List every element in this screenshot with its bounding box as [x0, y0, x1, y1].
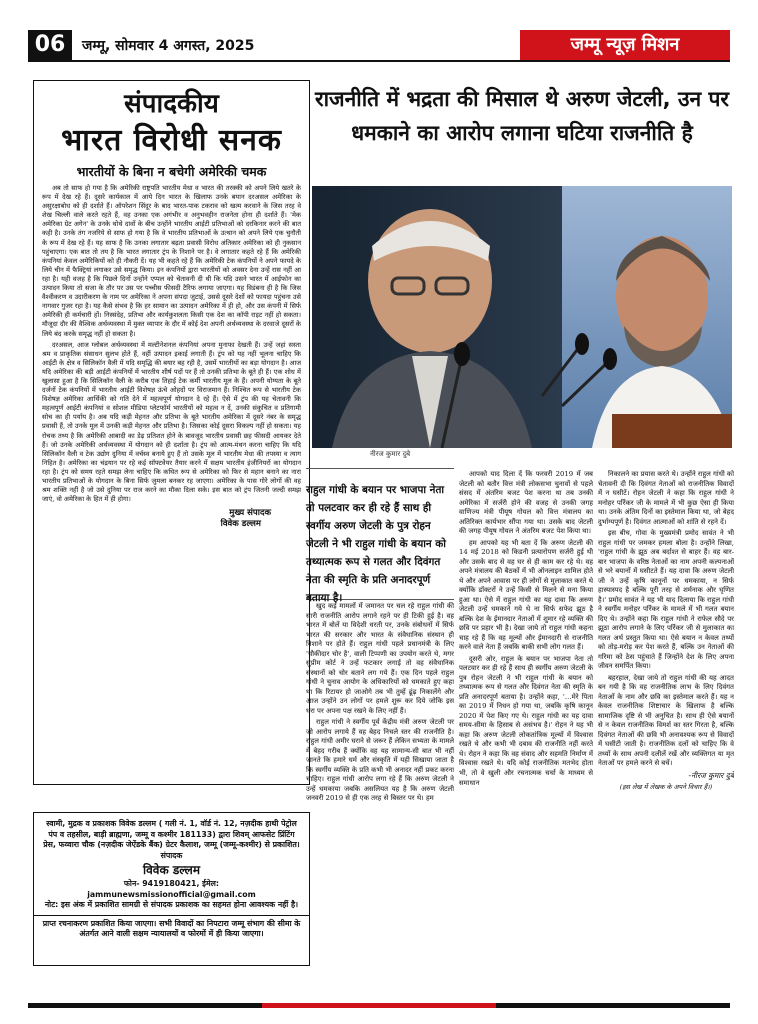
publisher-line: स्वामी, मुद्रक व प्रकाशक विवेक डल्लम ( गली नं. 1, वॉर्ड नं. 12, नज़दीक हाथी पेट्रोल पंप व तहसील, बाड़ी ब्राह्मणा, जम्मू व कश्मीर 181133) द्वारा शिवम् आफसेट प्रिंटिंग प्रेस, फव्वारा चौक (नज़दीक जेऐंडके बैंक) ग्रेटर कैलाश, जम्मू (जम्मू-कश्मीर) से प्रकाशित। — [43, 819, 300, 850]
dateline: जम्मू, सोमवार 4 अगस्त, 2025 — [82, 38, 255, 54]
article-paragraph: बहरहाल, देखा जाये तो राहुल गांधी की यह आदत बन गयी है कि वह राजनीतिक लाभ के लिए दिवंगत नेताओं के नाम और छवि का इस्तेमाल करते हैं। यह न केवल राजनीतिक शिष्टाचार के खिलाफ है बल्कि सामाजिक दृष्टि से भी अनुचित है। साथ ही ऐसे बयानों से न केवल राजनीतिक विमर्श का स्तर गिरता है, बल्कि दिवंगत नेताओं की छवि भी अनावश्यक रूप से विवादों में घसीटी जाती है। राजनीतिक दलों को चाहिए कि वे तथ्यों के साथ अपनी दलीलें रखें और व्यक्तिगत या मृत नेताओं पर हमले करने से बचें। — [598, 673, 734, 768]
article-column-1 — [306, 602, 454, 992]
disclaimer-note: नोट: इस अंक में प्रकाशित सामग्री से संपादक प्रकाशक का सहमत होना आवश्यक नहीं है। — [44, 900, 299, 910]
editorial-signature-name: विवेक डल्लम — [220, 519, 261, 530]
article-paragraph: हम आपको यह भी बता दें कि अरुण जेटली की 14 मई 2018 को किडनी प्रत्यारोपण सर्जरी हुई थी और उसके बाद से वह घर से ही काम कर रहे थे। वह अपने मंत्रालय की बैठकों में भी ऑनलाइन शामिल होते थे और अपने आवास पर ही लोगों से मुलाकात करते थे क्योंकि डॉक्टरों ने उन्हें किसी से मिलने से मना किया हुआ था। ऐसे में राहुल गांधी का यह दावा कि अरुण जेटली उन्हें धमकाने गये थे ना सिर्फ सफेद झूठ है बल्कि देश के ईमानदार नेताओं में शुमार रहे व्यक्ति की छवि पर प्रहार भी है। देखा जाये तो राहुल गांधी कहना चाह रहे हैं कि वह मूल्यों और ईमानदारी से राजनीति करने वाले नेता हैं जबकि बाकी सभी लोग गलत हैं। — [459, 538, 593, 652]
editorial-body — [42, 184, 301, 504]
editorial-subtitle: भारतीयों के बिना न बचेगी अमेरिकी चमक — [76, 164, 267, 179]
photo-illustration — [312, 186, 732, 448]
editorial-box — [33, 80, 310, 785]
bottom-color-rule — [28, 993, 730, 998]
editorial-title: भारत विरोधी सनक — [61, 123, 282, 158]
pull-quote: राहुल गांधी के बयान पर भाजपा नेता तो पलटवार कर ही रहे हैं साथ ही स्वर्गीय अरुण जेटली के पुत्र रोहन जेटली ने भी राहुल गांधी के बयान को तथ्यात्मक रूप से गलत और दिवंगत नेता की स्मृति के प्रति अनादरपूर्ण बताया है। — [306, 468, 454, 600]
article-column-3 — [598, 470, 734, 978]
article-headline: राजनीति में भद्रता की मिसाल थे अरुण जेटली, उन पर धमकाने का आरोप लगाना घटिया राजनीति है — [315, 87, 729, 145]
editorial-signature-title: मुख्य संपादक — [229, 508, 271, 519]
jurisdiction-note: प्राप्त रचनाकरण प्रकाशित किया जाएगा। सभी विवादों का निपटारा जम्मू संभाग की सीमा के अंतर्गत आने वाली सक्षम न्यायालयों व फोरमों में ही किया जाएगा। — [42, 918, 301, 939]
article-paragraph: आपको याद दिला दें कि फरवरी 2019 में जब जेटली को बतौर वित्त मंत्री लोकसभा चुनावों से पहले संसद में अंतरिम बजट पेश करना था तब उनकी अमेरिका में सर्जरी होने की वजह से उनकी जगह वाणिज्य मंत्री पीयूष गोयल को वित्त मंत्रालय का अतिरिक्त कार्यभार सौंपा गया था। उसके बाद जेटली की जगह पीयूष गोयल ने अंतरिम बजट पेश किया था। — [459, 470, 593, 536]
divider — [34, 915, 309, 916]
end-byline: -नीरज कुमार दुबे — [688, 770, 734, 780]
page-number: 06 — [28, 30, 72, 60]
editorial-paragraph: अब तो साफ हो गया है कि अमेरिकी राष्ट्रपति भारतीय मेधा व भारत की तरक्की को अपने लिये खतरे के रूप में देख रहे हैं। दूसरे कार्यकाल में आये दिन भारत के खिलाफ उनके बयान दरअसल अमेरिका के असुरक्षाबोध को ही दर्शाते हैं। ऑपरेशन सिंदूर के बाद भारत-पाक टकराव को खत्म करवाने के जिस तरह वे शेख चिल्ली वाले करते रहते हैं, वह उनका एक अगंभीर व अनुभवहीन राजनेता होना ही दर्शाते हैं। 'मेक अमेरिका ग्रेट अगेन' के उनके थोथे दावों के बीच उन्होंने भारतीय आईटी प्रतिभाओं को दरकिनार करने की बात कही है। उनके तंग नजरिये से साफ हो गया है कि वे भारतीय प्रतिभाओं के उत्थान को अपने लिये एक चुनौती के रूप में देख रहे हैं। यह साफ है कि उनका लगातार बढ़ता प्रवासी विरोध अंतिकार अमेरिका को ही नुकसान पहुंचाएगा। एक बात तो तय है कि भारत लगातार ट्रंप के निशाने पर है। वे लगातार कहते रहे हैं कि अमेरिकी कंपनियां केवल अमेरिकियों को ही नौकरी दें। यह भी कहते रहे हैं कि अमेरिकी टेक कंपनियों ने अपने फायदे के लिये चीन में फैक्ट्रियां लगाकर उसे समृद्ध किया। इन कंपनियों द्वारा भारतीयों को अवसर देना उन्हें रास नहीं आ रहा है। यही वजह है कि पिछले दिनों उन्होंने एप्पल को चेतावनी दी थी कि यदि उसने भारत में आईफोन का उत्पादन किया तो सजा के तौर पर उस पर पच्चीस फीसदी टैरिफ लगाया जाएगा। यह विडंबना ही है कि जिस वैश्वीकरण व उदारीकरण के नाम पर अमेरिका ने अपना संपदा जुटाई, उससे दूसरे देशों को फायदा पहुंचना उसे नागवार गुजर रहा है। यह कैसे संभव है कि हर सामान का उत्पादन अमेरिका में ही हो, और उस कंपनी में सिर्फ अमेरिकी ही कर्मचारी हों। निस्संदेह, प्रतिभा और कार्यकुशलता किसी एक देश का कॉपी राइट नहीं हो सकता। मौजूदा दौर की वैश्विक अर्थव्यवस्था में मुक्त व्यापार के दौर में कोई देश अपनी अर्थव्यवस्था के दरवाजे दूसरों के लिये बंद करके समृद्ध नहीं हो सकता है। — [42, 184, 301, 338]
editor-label: संपादक — [160, 850, 183, 860]
article-column-2 — [459, 470, 593, 992]
article-photo — [312, 186, 732, 448]
author-note: (इस लेख में लेखक के अपने विचार हैं।) — [619, 783, 713, 792]
imprint-box — [33, 812, 310, 966]
page-header — [28, 30, 730, 62]
editorial-kicker: संपादकीय — [124, 89, 219, 119]
photo-caption: नीरज कुमार दुबे — [370, 450, 411, 458]
editor-name: विवेक डल्लम — [143, 863, 200, 878]
editorial-paragraph: दरअसल, आज ग्लोबल अर्थव्यवस्था में मल्टीनेशनल कंपनियां अपना मुनाफा देखती हैं। उन्हें जहां सस्ता श्रम व प्राकृतिक संसाधन सुलभ होते हैं, वहीं उत्पादन इकाई लगाती हैं। ट्रंप को यह नहीं भूलना चाहिए कि आईटी के क्षेत्र व सिलिकॉन वैली में यदि समृद्धि की बयार बह रही है, उसमें भारतीयों का बड़ा योगदान है। आज यदि अमेरिका की बड़ी आईटी कंपनियों में भारतीय शीर्ष पदों पर हैं तो उनकी प्रतिभा के बूते ही हैं। एक शोध में खुलासा हुआ है कि सिलिकॉन वैली के करीब एक तिहाई टेक कर्मी भारतीय मूल के हैं। अपनी योग्यता के बूते दर्जनों टेक कंपनियों में भारतीय आईटी विशेषज्ञ ऊंचे ओहदों पर विराजमान हैं। निश्चित रूप से भारतीय टेक विशेषज्ञ अमेरिका आर्थिकी को गति देने में महत्वपूर्ण योगदान दे रहे हैं। ऐसे में ट्रंप की यह चेतावनी कि महत्वपूर्ण आईटी कंपनियां व सोशल मीडिया प्लेटफॉर्म भारतीयों को महत्व न दें, उनकी संकुचित व प्रतिगामी सोच का ही पर्याय है। अब यदि कड़ी मेहनत और प्रतिभा के बूते भारतीय अमेरिका में दूसरे नंबर के समृद्ध प्रवासी हैं, तो उनके मूल में उनकी कड़ी मेहनत और प्रतिभा है। जिसका कोई दूसरा विकल्प नहीं हो सकता। यह रोचक तथ्य है कि अमेरिकी आबादी का डेढ़ प्रतिशत होने के बावजूद भारतीय प्रवासी छह फीसदी आयकर देते हैं। जो उनके अमेरिकी अर्थव्यवस्था में योगदान को ही दर्शाता है। ट्रंप को आत्म-मंथन करना चाहिए कि यदि सिलिकॉन वैली व टेक उद्योग दुनिया में वर्चस्व बनाये हुए हैं तो उसके मूल में भारतीय मेधा की तपस्या व त्याग निहित है। अमेरिका का चंद्रयान पर रहे कई सॉफ्टवेयर तैयार करने में सक्षम भारतीय इंजीनियरों का योगदान रहा है। ट्रंप को समय रहते समझ लेना चाहिए कि कथित रूप से अमेरिका को फिर से महान बनाने का नारा भारतीय प्रतिभाओं के योगदान के बिना सिर्फ जुमला बनकर रह जाएगा। अमेरिका के पास गोरे लोगों की वह श्रम शक्ति नहीं है जो उसे दुनिया पर राज करने का मौका दिला सके। इस बात को ट्रंप जितनी जल्दी समझ जाएं, वो अमेरिका के हित में ही होगा। — [42, 340, 301, 504]
article-paragraph: दूसरी ओर, राहुल के बयान पर भाजपा नेता तो पलटवार कर ही रहे हैं साथ ही स्वर्गीय अरुण जेटली के पुत्र रोहन जेटली ने भी राहुल गांधी के बयान को तथ्यात्मक रूप से गलत और दिवंगत नेता की स्मृति के प्रति अनादरपूर्ण बताया है। उन्होंने कहा, '…मेरे पिता का 2019 में निधन हो गया था, जबकि कृषि कानून 2020 में पेश किए गए थे। राहुल गांधी का यह दावा समय-सीमा के हिसाब से असंभव है।' रोहन ने यह भी कहा कि अरुण जेटली लोकतांत्रिक मूल्यों में विश्वास रखते थे और कभी भी दबाव की राजनीति नहीं करते थे। रोहन ने कहा कि वह संवाद और सहमति निर्माण में विश्वास रखते थे। यदि कोई राजनीतिक मतभेद होता भी, तो वे खुली और रचनात्मक चर्चा के माध्यम से समाधान — [459, 654, 593, 787]
masthead: जम्मू न्यूज़ मिशन — [520, 30, 730, 60]
article-paragraph: इस बीच, गोवा के मुख्यमंत्री प्रमोद सावंत ने भी राहुल गांधी पर जमकर हमला बोला है। उन्होंने लिखा, 'राहुल गांधी के झूठ अब बर्दाश्त से बाहर हैं। वह बार-बार भाजपा के वरिष्ठ नेताओं का नाम अपनी कल्पनाओं से भरे बयानों में घसीटते हैं। यह दावा कि अरुण जेटली जी ने उन्हें कृषि कानूनों पर धमकाया, न सिर्फ हास्यास्पद है बल्कि पूरी तरह से शर्मनाक और घृणित है।' प्रमोद सावंत ने यह भी याद दिलाया कि राहुल गांधी ने स्वर्गीय मनोहर पर्रिकर के मामले में भी गलत बयान दिए थे। उन्होंने कहा कि राहुल गांधी ने राफेल सौदे पर झूठा आरोप लगाने के लिए पर्रिकर जी से मुलाकात का गलत अर्थ प्रस्तुत किया था। ऐसे बयान न केवल तथ्यों को तोड़-मरोड़ कर पेश करते हैं, बल्कि उन नेताओं की गरिमा को ठेस पहुंचाते हैं जिन्होंने देश के लिए अपना जीवन समर्पित किया। — [598, 529, 734, 671]
contact-line: फोन- 9419180421, ईमेल: jammunewsmissionofficial@gmail.com — [87, 879, 256, 899]
article-paragraph: खुद कई मामलों में जमानत पर चल रहे राहुल गांधी की सारी राजनीति आरोप लगाने रहने पर ही टिकी हुई है। वह भारत में बोलें या विदेशी धरती पर, उनके संबोधनों में सिर्फ भारत की सरकार और भारत के संवैधानिक संस्थान ही निशाने पर होते हैं। राहुल गांधी पहले प्रधानमंत्री के लिए 'चौकीदार चोर है', वाली टिप्पणी का उपयोग करते थे, मगर सुप्रीम कोर्ट ने उन्हें फटकार लगाई तो वह संवैधानिक संस्थानों को चोर बताने लग गये हैं। एक दिन पहले राहुल गांधी ने चुनाव आयोग के अधिकारियों को धमकाते हुए कहा था कि रिटायर हो जाओगे तब भी तुम्हें ढूंढ़ निकालेंगे और आज उन्होंने उन लोगों पर हमले शुरू कर दिये जोकि इस धरा पर अपना पक्ष रखने के लिए नहीं हैं। — [306, 602, 454, 715]
article-paragraph: निकालने का प्रयास करते थे। उन्होंने राहुल गांधी को चेतावनी दी कि दिवंगत नेताओं को राजनीतिक विवादों में न घसीटें। रोहन जेटली ने कहा कि राहुल गांधी ने मनोहर पर्रिकर जी के मामले में भी कुछ ऐसा ही किया था। उनके अंतिम दिनों का इस्तेमाल किया था, जो बेहद दुर्भाग्यपूर्ण है। दिवंगत आत्माओं को शांति से रहने दें। — [598, 470, 734, 526]
article-paragraph: राहुल गांधी ने स्वर्गीय पूर्व केंद्रीय मंत्री अरुण जेटली पर जो आरोप लगाये हैं वह बेहद निचले स्तर की राजनीति है। राहुल गांधी अमीर घराने से जरूर हैं लेकिन सभ्यता के मामले में बेहद गरीब हैं क्योंकि वह यह सामान्य-सी बात भी नहीं जानते कि हमारे धर्म और संस्कृति में यही सिखाया जाता है कि स्वर्गीय व्यक्ति के प्रति कभी भी अनादर नहीं प्रकट करना चाहिए। राहुल गांधी आरोप लगा रहे हैं कि अरुण जेटली ने उन्हें धमकाया जबकि असलियत यह है कि अरुण जेटली जनवरी 2019 से ही एक तरह से बिस्तर पर थे। हम — [306, 718, 454, 803]
